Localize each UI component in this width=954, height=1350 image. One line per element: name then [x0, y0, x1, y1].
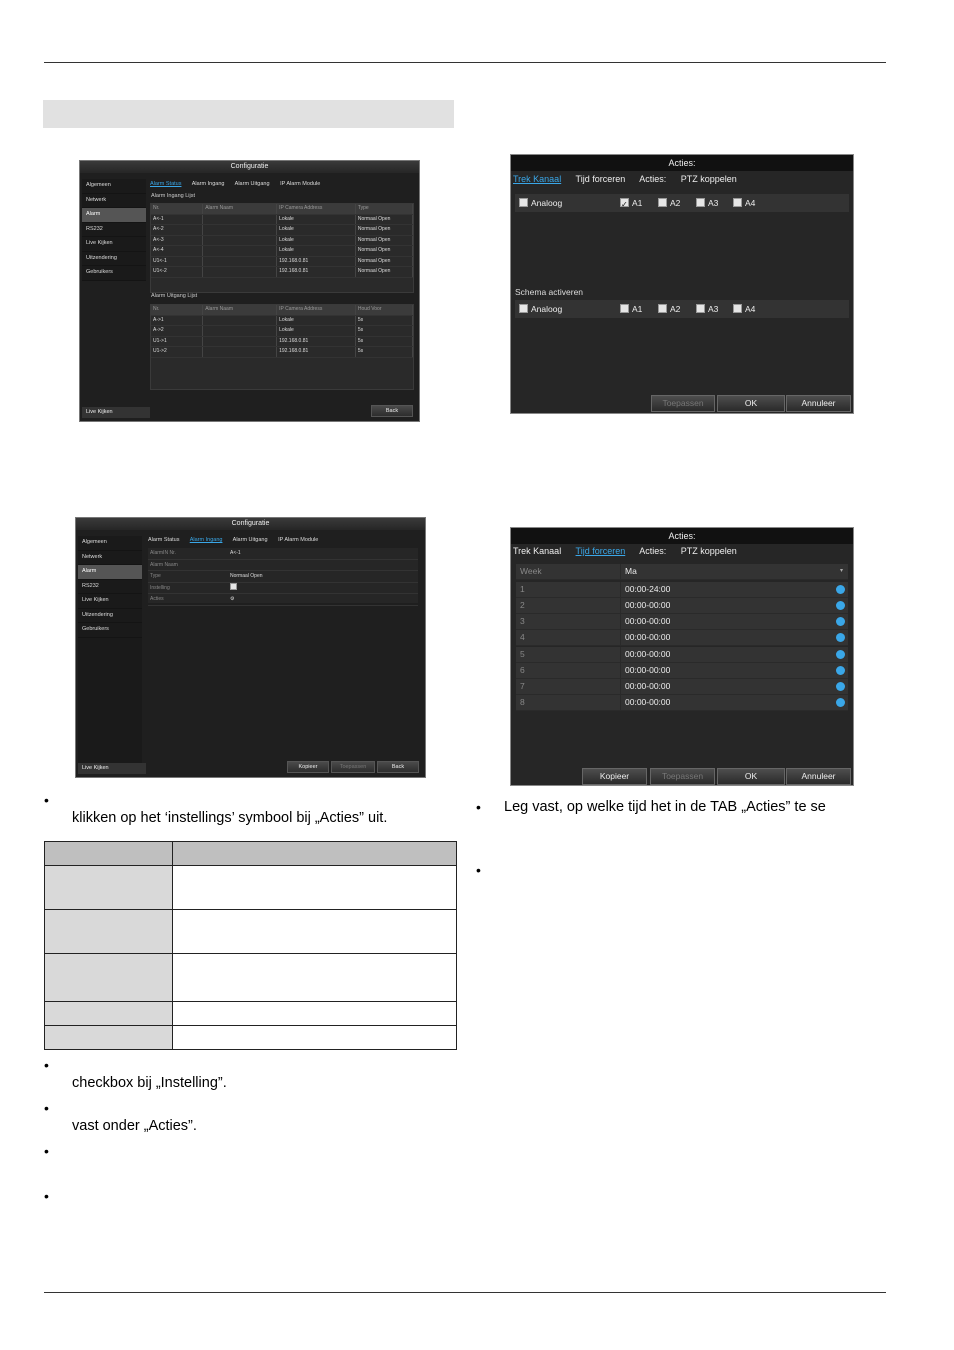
- tab-bar: [513, 174, 749, 184]
- table-row[interactable]: [151, 257, 413, 268]
- cell: U1->2: [151, 347, 203, 357]
- row-number: 6: [520, 665, 525, 675]
- cell: [173, 842, 457, 866]
- setting-checkbox[interactable]: [230, 583, 237, 590]
- channel-label: A4: [745, 304, 756, 314]
- a3-checkbox[interactable]: [696, 304, 705, 313]
- header-rule: [44, 62, 886, 63]
- apply-button[interactable]: Toepassen: [331, 761, 375, 773]
- settings-icon[interactable]: [836, 698, 845, 707]
- col-nr: Nr.: [151, 305, 203, 315]
- tab-ip-alarm-module[interactable]: IP Alarm Module: [280, 181, 321, 187]
- cell: A<-1: [151, 215, 203, 225]
- channel-label: A1: [632, 304, 643, 314]
- input-list-label: Alarm Ingang Lijst: [151, 193, 196, 199]
- time-row: [516, 679, 848, 695]
- tab-bar: [513, 546, 749, 556]
- channel-a1[interactable]: [620, 300, 642, 318]
- cell: [45, 866, 173, 910]
- a2-checkbox[interactable]: [658, 304, 667, 313]
- analog-label: Analoog: [531, 198, 563, 208]
- sidebar-item-rs232[interactable]: RS232: [82, 223, 146, 238]
- col-type: Type: [356, 204, 413, 214]
- cell: [173, 1026, 457, 1050]
- tab-alarm-uitgang[interactable]: Alarm Uitgang: [232, 537, 268, 543]
- tab-acties[interactable]: Acties:: [639, 546, 667, 556]
- bullet: •: [476, 799, 481, 815]
- a1-checkbox[interactable]: [620, 198, 629, 207]
- week-row: [516, 564, 848, 580]
- row-number: 3: [520, 616, 525, 626]
- table-row[interactable]: [151, 246, 413, 257]
- cell: 192.168.0.81: [277, 337, 356, 347]
- field-label: Type: [150, 573, 161, 579]
- time-range[interactable]: 00:00-00:00: [620, 663, 848, 678]
- settings-icon[interactable]: [836, 650, 845, 659]
- table-row: [45, 866, 457, 910]
- cell: [173, 954, 457, 1002]
- a3-checkbox[interactable]: [696, 198, 705, 207]
- time-row: [516, 582, 848, 598]
- channel-a2[interactable]: [658, 194, 680, 212]
- apply-button[interactable]: Toepassen: [651, 395, 715, 412]
- bullet: •: [44, 1057, 49, 1073]
- cell: Normaal Open: [356, 267, 413, 277]
- output-list-label: Alarm Uitgang Lijst: [151, 293, 198, 299]
- sidebar-item-algemeen[interactable]: Algemeen: [82, 179, 146, 194]
- input-list-table: [150, 203, 414, 293]
- tab-acties[interactable]: Acties:: [639, 174, 667, 184]
- col-name: Alarm Naam: [203, 204, 277, 214]
- apply-button[interactable]: Toepassen: [650, 768, 715, 785]
- analog-checkbox[interactable]: [519, 304, 528, 313]
- table-row[interactable]: [151, 316, 413, 327]
- form-row: [148, 571, 418, 583]
- a2-checkbox[interactable]: [658, 198, 667, 207]
- sidebar-item-gebruikers[interactable]: Gebruikers: [82, 266, 146, 281]
- cell: 192.168.0.81: [277, 257, 356, 267]
- row-number: 4: [520, 632, 525, 642]
- time-range[interactable]: 00:00-24:00: [620, 582, 848, 597]
- cell: Normaal Open: [356, 215, 413, 225]
- cell: [173, 866, 457, 910]
- cell: Lokale: [277, 326, 356, 336]
- row-number: 7: [520, 681, 525, 691]
- settings-gear-icon[interactable]: ⚙: [230, 596, 235, 602]
- sidebar-item-alarm[interactable]: Alarm: [82, 208, 146, 223]
- row-number: 2: [520, 600, 525, 610]
- live-view-button[interactable]: Live Kijken: [82, 407, 150, 418]
- cell: U1<-2: [151, 267, 203, 277]
- table-header: [45, 842, 457, 866]
- table-row: [45, 954, 457, 1002]
- col-name: Alarm Naam: [203, 305, 277, 315]
- cell: [203, 215, 277, 225]
- channel-a3[interactable]: [696, 194, 718, 212]
- col-ip: IP Camera Address: [277, 204, 356, 214]
- tab-ptz-koppelen[interactable]: PTZ koppelen: [680, 174, 737, 184]
- cell: [203, 246, 277, 256]
- cancel-button[interactable]: Annuleer: [786, 768, 851, 785]
- channel-label: A2: [670, 304, 681, 314]
- cell: A<-4: [151, 246, 203, 256]
- cell: Normaal Open: [356, 257, 413, 267]
- field-label: Instelling: [150, 584, 170, 591]
- tab-ip-alarm-module[interactable]: IP Alarm Module: [278, 537, 319, 543]
- channel-label: A2: [670, 198, 681, 208]
- dialog-title: Acties:: [511, 155, 853, 171]
- channel-label: A4: [745, 198, 756, 208]
- cell: [45, 842, 173, 866]
- cell: 5s: [356, 337, 413, 347]
- settings-icon[interactable]: [836, 617, 845, 626]
- footer-rule: [44, 1292, 886, 1293]
- tab-alarm-ingang[interactable]: Alarm Ingang: [189, 537, 223, 543]
- screenshot-alarm-ingang: [75, 517, 426, 778]
- sidebar: [82, 179, 146, 281]
- ok-button[interactable]: OK: [717, 768, 785, 785]
- channel-a2[interactable]: [658, 300, 680, 318]
- time-range[interactable]: 00:00-00:00: [620, 679, 848, 694]
- dialog-title: Acties:: [511, 528, 853, 544]
- analog-label: Analoog: [531, 304, 563, 314]
- table-header: [151, 305, 413, 316]
- dialog-acties-trek-kanaal: [510, 154, 854, 414]
- trigger-channel-row: [515, 194, 849, 212]
- a4-checkbox[interactable]: [733, 198, 742, 207]
- settings-icon[interactable]: [836, 601, 845, 610]
- channel-label: A3: [708, 198, 719, 208]
- form-row: [148, 548, 418, 560]
- cell: Lokale: [277, 246, 356, 256]
- time-range[interactable]: 00:00-00:00: [620, 695, 848, 710]
- cell: [45, 1026, 173, 1050]
- analog-option[interactable]: [519, 300, 562, 318]
- sidebar-item-live[interactable]: Live Kijken: [78, 594, 142, 609]
- week-label: Week: [520, 566, 542, 576]
- table-row[interactable]: [151, 267, 413, 278]
- cell: 5s: [356, 326, 413, 336]
- col-nr: Nr.: [151, 204, 203, 214]
- sidebar-item-netwerk[interactable]: Netwerk: [82, 194, 146, 209]
- cell: [203, 316, 277, 326]
- sidebar-item-uitzendering[interactable]: Uitzendering: [82, 252, 146, 267]
- cell: Normaal Open: [356, 236, 413, 246]
- channel-label: A3: [708, 304, 719, 314]
- row-number: 1: [520, 584, 525, 594]
- instruction-text: vast onder „Acties”.: [72, 1118, 197, 1134]
- sidebar-item-uitzendering[interactable]: Uitzendering: [78, 609, 142, 624]
- settings-table: [44, 841, 457, 1050]
- time-row: [516, 647, 848, 663]
- tab-bar: [148, 537, 327, 543]
- cell: [45, 1002, 173, 1026]
- schema-activeren-label: Schema activeren: [515, 287, 584, 297]
- ok-button[interactable]: OK: [717, 395, 785, 412]
- settings-icon[interactable]: [836, 633, 845, 642]
- cell: [45, 910, 173, 954]
- bullet: •: [44, 1100, 49, 1116]
- cell: Lokale: [277, 316, 356, 326]
- table-row: [45, 1002, 457, 1026]
- cell: [203, 337, 277, 347]
- channel-a3[interactable]: [696, 300, 718, 318]
- cell: A->2: [151, 326, 203, 336]
- settings-icon[interactable]: [836, 666, 845, 675]
- cell: Lokale: [277, 236, 356, 246]
- form-row: [148, 583, 418, 595]
- chevron-down-icon: ▾: [839, 568, 843, 574]
- time-row: [516, 663, 848, 679]
- cell: [203, 326, 277, 336]
- row-number: 8: [520, 697, 525, 707]
- table-header: [151, 204, 413, 215]
- channel-a1[interactable]: [620, 194, 642, 212]
- cell: [173, 1002, 457, 1026]
- table-row[interactable]: [151, 215, 413, 226]
- sidebar-item-gebruikers[interactable]: Gebruikers: [78, 623, 142, 638]
- a4-checkbox[interactable]: [733, 304, 742, 313]
- bullet: •: [476, 862, 481, 878]
- cancel-button[interactable]: Annuleer: [786, 395, 851, 412]
- window-title: Configuratie: [76, 518, 425, 530]
- instruction-text: klikken op het ‘instellings’ symbool bij „Acties” uit.: [72, 810, 388, 826]
- time-row: [516, 598, 848, 614]
- settings-icon[interactable]: [836, 585, 845, 594]
- col-hold: Houd Voor: [356, 305, 413, 315]
- tab-ptz-koppelen[interactable]: PTZ koppelen: [680, 546, 737, 556]
- instruction-text: Leg vast, op welke tijd het in de TAB „Acties” te se: [504, 799, 826, 815]
- tab-alarm-status[interactable]: Alarm Status: [150, 181, 182, 187]
- cell: A->1: [151, 316, 203, 326]
- tab-tijd-forceren[interactable]: Tijd forceren: [575, 174, 626, 184]
- sidebar-item-netwerk[interactable]: Netwerk: [78, 551, 142, 566]
- tab-alarm-status[interactable]: Alarm Status: [148, 537, 180, 543]
- col-ip: IP Camera Address: [277, 305, 356, 315]
- cell: [203, 267, 277, 277]
- field-label: Alarm Naam: [150, 561, 178, 568]
- tab-alarm-uitgang[interactable]: Alarm Uitgang: [234, 181, 270, 187]
- bullet: •: [44, 1188, 49, 1204]
- field-label: AlarmIN Nr.: [150, 550, 176, 556]
- time-range[interactable]: 00:00-00:00: [620, 598, 848, 613]
- cell: A<-2: [151, 225, 203, 235]
- a1-checkbox[interactable]: [620, 304, 629, 313]
- back-button[interactable]: Back: [377, 761, 419, 773]
- cell: Lokale: [277, 225, 356, 235]
- time-row: [516, 695, 848, 711]
- cell: 5s: [356, 316, 413, 326]
- screenshot-alarm-status: [79, 160, 420, 422]
- live-view-button[interactable]: Live Kijken: [78, 763, 146, 774]
- copy-button[interactable]: Kopieer: [582, 768, 647, 785]
- schema-channel-row: [515, 300, 849, 318]
- cell: [203, 225, 277, 235]
- alarm-nr-select[interactable]: A<-1: [230, 550, 241, 556]
- output-list-table: [150, 304, 414, 390]
- channel-a4[interactable]: [733, 194, 755, 212]
- cell: Normaal Open: [356, 246, 413, 256]
- dialog-acties-tijd-forceren: [510, 527, 854, 786]
- tab-trek-kanaal[interactable]: Trek Kanaal: [513, 546, 562, 556]
- sidebar-item-rs232[interactable]: RS232: [78, 580, 142, 595]
- alarm-input-form: [148, 548, 418, 603]
- time-range[interactable]: 00:00-00:00: [620, 647, 848, 662]
- table-row[interactable]: [151, 236, 413, 247]
- time-range[interactable]: 00:00-00:00: [620, 630, 848, 645]
- cell: [45, 954, 173, 1002]
- time-row: [516, 614, 848, 630]
- back-button[interactable]: Back: [371, 405, 413, 417]
- form-row: [148, 560, 418, 572]
- bullet: •: [44, 792, 49, 808]
- window-title: Configuratie: [80, 161, 419, 173]
- bullet: •: [44, 1143, 49, 1159]
- cell: [203, 236, 277, 246]
- table-row[interactable]: [151, 225, 413, 236]
- cell: Normaal Open: [356, 225, 413, 235]
- sidebar-item-live[interactable]: Live Kijken: [82, 237, 146, 252]
- row-number: 5: [520, 649, 525, 659]
- cell: A<-3: [151, 236, 203, 246]
- table-row[interactable]: [151, 326, 413, 337]
- field-label: Acties: [150, 596, 164, 602]
- alarm-name-input[interactable]: [228, 560, 410, 571]
- type-select[interactable]: Normaal Open: [230, 573, 263, 579]
- cell: 5s: [356, 347, 413, 357]
- cell: [203, 257, 277, 267]
- tab-trek-kanaal[interactable]: Trek Kanaal: [513, 174, 562, 184]
- channel-a4[interactable]: [733, 300, 755, 318]
- form-row: [148, 594, 418, 606]
- time-row: [516, 630, 848, 646]
- table-row[interactable]: [151, 347, 413, 358]
- actions-cell: [228, 594, 410, 605]
- sidebar-item-alarm[interactable]: Alarm: [78, 565, 142, 580]
- table-row: [45, 1026, 457, 1050]
- settings-icon[interactable]: [836, 682, 845, 691]
- tab-alarm-ingang[interactable]: Alarm Ingang: [191, 181, 225, 187]
- section-heading-bar: [43, 100, 454, 128]
- time-range[interactable]: 00:00-00:00: [620, 614, 848, 629]
- cell: U1->1: [151, 337, 203, 347]
- analog-option[interactable]: [519, 194, 562, 212]
- tab-bar: [150, 181, 329, 187]
- cell: 192.168.0.81: [277, 347, 356, 357]
- copy-button[interactable]: Kopieer: [287, 761, 329, 773]
- channel-label: A1: [632, 198, 643, 208]
- weekday-value: Ma: [625, 566, 637, 576]
- cell: [173, 910, 457, 954]
- sidebar-item-algemeen[interactable]: Algemeen: [78, 536, 142, 551]
- weekday-select[interactable]: [620, 564, 848, 579]
- analog-checkbox[interactable]: [519, 198, 528, 207]
- cell: U1<-1: [151, 257, 203, 267]
- tab-tijd-forceren[interactable]: Tijd forceren: [575, 546, 626, 556]
- setting-checkbox-cell: [228, 583, 410, 594]
- cell: Lokale: [277, 215, 356, 225]
- table-row: [45, 910, 457, 954]
- cell: [203, 347, 277, 357]
- table-row[interactable]: [151, 337, 413, 348]
- sidebar: [78, 536, 142, 766]
- instruction-text: checkbox bij „Instelling”.: [72, 1075, 227, 1091]
- cell: 192.168.0.81: [277, 267, 356, 277]
